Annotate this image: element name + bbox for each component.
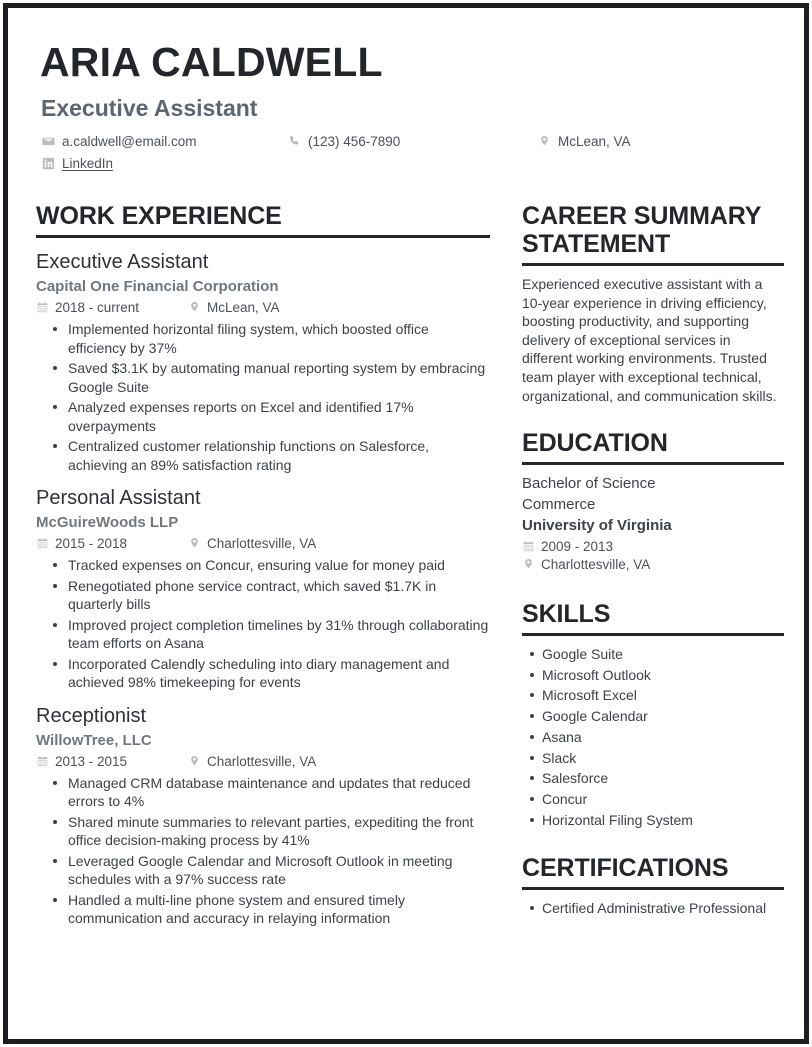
- contact-email[interactable]: [42, 134, 288, 149]
- work-entry: [36, 487, 490, 692]
- section-certifications: [522, 854, 784, 919]
- education-rule: [522, 462, 784, 465]
- envelope-icon: [42, 135, 55, 148]
- career-summary-text: Experienced executive assistant with a 10-year experience in driving efficiency, boosting productivity, and supporting delivery of exceptional services in different working environments. Trusted team player with exceptional technical, organizational, and communication skills.: [522, 276, 777, 404]
- work-entry-location: [188, 300, 280, 315]
- skill-item: Microsoft Outlook: [542, 665, 784, 686]
- work-entry: [36, 251, 490, 474]
- contact-linkedin[interactable]: [42, 156, 288, 171]
- work-entry: [36, 705, 490, 928]
- career-summary-rule: [522, 263, 784, 266]
- work-entry-location-text: McLean, VA: [207, 300, 280, 316]
- work-entry-bullets: [36, 774, 490, 928]
- spacer-skills-certifications: [522, 832, 784, 854]
- calendar-icon: [36, 755, 49, 768]
- education-school: University of Virginia: [522, 516, 672, 534]
- resume-sheet: [8, 8, 804, 1039]
- work-entry-role: Personal Assistant: [36, 487, 201, 509]
- map-pin-icon: [188, 301, 201, 314]
- work-entry-bullet: Saved $3.1K by automating manual reporting system by embracing Google Suite: [66, 359, 490, 396]
- contact-block: [42, 134, 780, 178]
- contact-line-1: [42, 134, 780, 156]
- work-entry-bullet: Centralized customer relationship functions on Salesforce, achieving an 89% satisfaction rating: [66, 437, 490, 474]
- calendar-icon: [522, 540, 535, 553]
- work-entry-dates: [36, 754, 188, 769]
- spacer-education-skills: [522, 574, 784, 600]
- left-column: [36, 202, 504, 930]
- contact-location-text: McLean, VA: [558, 134, 631, 149]
- work-entry-location: [188, 754, 316, 769]
- education-location-text: Charlottesville, VA: [541, 557, 651, 573]
- work-entry-bullet: Analyzed expenses reports on Excel and identified 17% overpayments: [66, 398, 490, 435]
- work-entry-bullet: Leveraged Google Calendar and Microsoft Outlook in meeting schedules with a 97% success rate: [66, 852, 490, 889]
- map-pin-icon: [538, 135, 551, 148]
- skill-item: Concur: [542, 789, 784, 810]
- education-field: Commerce: [522, 495, 596, 513]
- work-entry-bullet: Improved project completion timelines by 31% through collaborating team efforts on Asana: [68, 616, 489, 652]
- candidate-job-title: Executive Assistant: [41, 95, 258, 121]
- work-entry-role: Executive Assistant: [36, 251, 209, 273]
- work-entry-dates-text: 2015 - 2018: [55, 536, 128, 552]
- work-entry-bullet: Managed CRM database maintenance and updates that reduced errors to 4%: [66, 774, 490, 811]
- section-work-experience: [36, 202, 490, 928]
- work-entry-dates: [36, 300, 188, 315]
- work-entry-location-text: Charlottesville, VA: [207, 536, 317, 552]
- education-dates: [522, 539, 784, 554]
- right-column: [522, 202, 784, 921]
- work-entry-dates-text: 2018 - current: [55, 300, 140, 316]
- work-entry-company: Capital One Financial Corporation: [36, 278, 279, 295]
- skill-item: Asana: [542, 727, 784, 748]
- work-entry-bullet: Implemented horizontal filing system, which boosted office efficiency by 37%: [66, 320, 490, 357]
- linkedin-icon: [42, 157, 55, 170]
- skill-item: Slack: [542, 748, 784, 769]
- contact-linkedin-text: LinkedIn: [62, 156, 114, 171]
- work-entry-list: [36, 251, 490, 928]
- candidate-name: ARIA CALDWELL: [40, 39, 383, 85]
- calendar-icon: [36, 301, 49, 314]
- work-entry-company: McGuireWoods LLP: [36, 514, 179, 531]
- skill-item: Horizontal Filing System: [542, 810, 784, 831]
- skills-list: [522, 644, 784, 830]
- work-entry-bullet: Shared minute summaries to relevant parties, expediting the front office decision-making process by 41%: [66, 813, 490, 850]
- section-career-summary: [522, 202, 784, 405]
- skill-item: Google Calendar: [542, 706, 784, 727]
- skill-item: Google Suite: [542, 644, 784, 665]
- spacer-summary-education: [522, 407, 784, 429]
- work-entry-meta: [36, 300, 490, 315]
- work-entry-meta: [36, 536, 490, 551]
- skill-item: Salesforce: [542, 768, 784, 789]
- work-entry-dates-text: 2013 - 2015: [55, 753, 128, 769]
- skills-heading: SKILLS: [522, 600, 611, 629]
- map-pin-icon: [188, 537, 201, 550]
- work-entry-location: [188, 536, 316, 551]
- resume-body: [36, 202, 780, 930]
- career-summary-heading: CAREER SUMMARY STATEMENT: [522, 202, 761, 258]
- education-heading: EDUCATION: [522, 429, 668, 458]
- contact-location: [538, 134, 631, 149]
- work-entry-bullets: [36, 320, 490, 474]
- phone-icon: [288, 135, 301, 148]
- education-dates-text: 2009 - 2013: [541, 539, 614, 555]
- work-entry-bullet: Handled a multi-line phone system and ensured timely communication and accuracy in relaying information: [66, 891, 490, 928]
- certification-item: Certified Administrative Professional: [542, 898, 784, 919]
- contact-phone-text: (123) 456-7890: [308, 134, 401, 149]
- map-pin-icon: [188, 755, 201, 768]
- work-entry-bullets: [36, 556, 490, 691]
- education-degree: Bachelor of Science: [522, 475, 656, 493]
- skill-item: Microsoft Excel: [542, 685, 784, 706]
- certifications-rule: [522, 887, 784, 890]
- contact-email-text: a.caldwell@email.com: [62, 134, 197, 149]
- resume-header: [36, 39, 780, 178]
- work-entry-meta: [36, 754, 490, 769]
- work-entry-bullet: Incorporated Calendly scheduling into diary management and achieved 98% timekeeping for events: [66, 655, 490, 692]
- certifications-list: [522, 898, 784, 919]
- work-entry-company: WillowTree, LLC: [36, 731, 152, 749]
- work-entry-role: Receptionist: [36, 704, 147, 727]
- map-pin-icon: [522, 558, 535, 571]
- calendar-icon: [36, 537, 49, 550]
- education-location: [522, 557, 784, 572]
- contact-line-2: [42, 156, 780, 178]
- certifications-heading: CERTIFICATIONS: [522, 854, 729, 883]
- skills-rule: [522, 633, 784, 636]
- work-entry-bullet: Tracked expenses on Concur, ensuring value for money paid: [66, 556, 490, 574]
- resume-page-frame: [3, 3, 809, 1044]
- section-skills: [522, 600, 784, 830]
- work-experience-heading: WORK EXPERIENCE: [36, 202, 282, 230]
- contact-phone[interactable]: [288, 134, 538, 149]
- work-entry-bullet: Renegotiated phone service contract, which saved $1.7K in quarterly bills: [66, 577, 490, 614]
- work-entry-location-text: Charlottesville, VA: [207, 753, 317, 769]
- section-education: [522, 429, 784, 572]
- work-experience-rule: [36, 235, 490, 238]
- work-entry-dates: [36, 536, 188, 551]
